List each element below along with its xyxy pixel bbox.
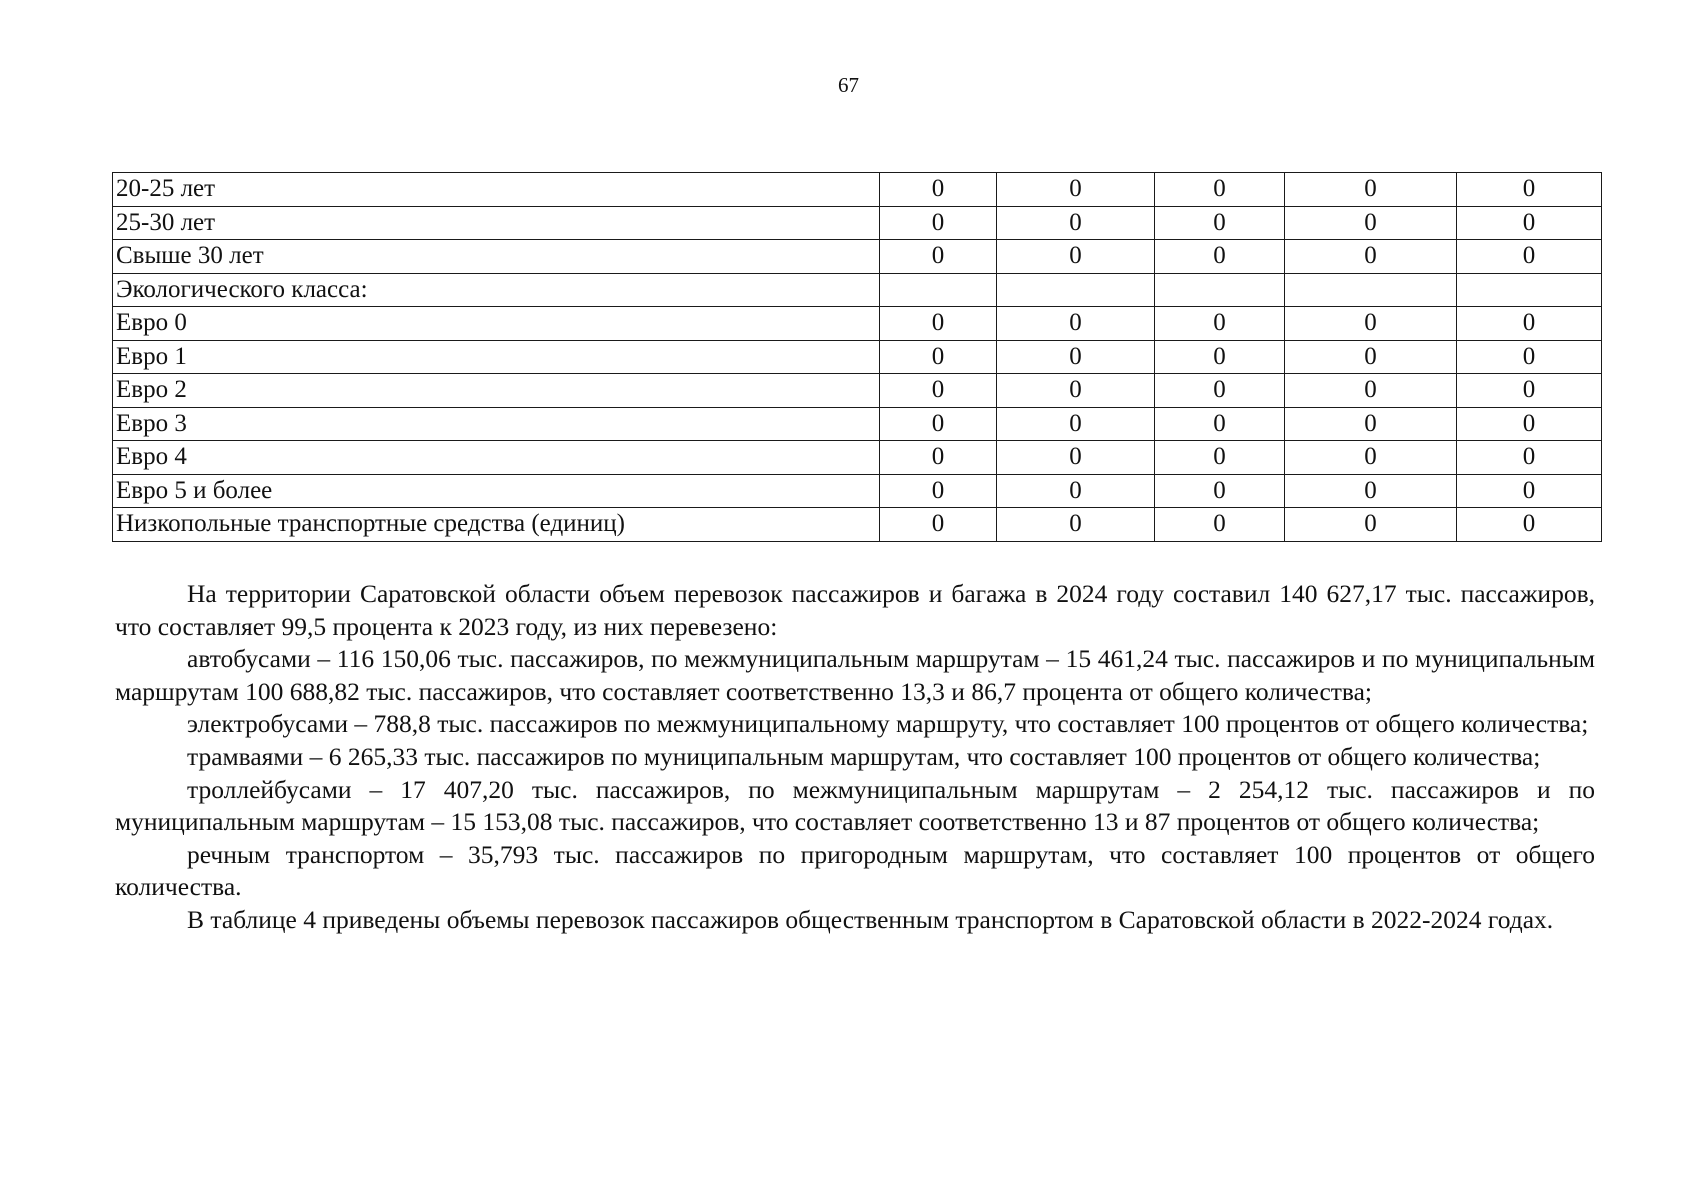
row-label: Экологического класса:: [113, 273, 880, 307]
cell-value: 0: [1457, 307, 1602, 341]
cell-value: 0: [880, 173, 997, 207]
cell-value: 0: [880, 508, 997, 542]
table-row: [113, 206, 1602, 240]
row-label: 20-25 лет: [113, 173, 880, 207]
cell-value: 0: [1285, 441, 1457, 475]
table-row: [113, 374, 1602, 408]
cell-value: 0: [880, 206, 997, 240]
paragraph: троллейбусами – 17 407,20 тыс. пассажиров, по межмуниципальным маршрутам – 2 254,12 тыс. пассажиров и по муниципальным маршрутам – 15 153,08 тыс. пассажиров, что составляет соответственно 13 и 87 процентов от общего количества;: [115, 774, 1595, 837]
cell-value: 0: [1155, 340, 1285, 374]
cell-value: 0: [997, 407, 1155, 441]
cell-value: 0: [1155, 474, 1285, 508]
table-body: [113, 173, 1602, 542]
cell-value: 0: [1155, 407, 1285, 441]
cell-value: 0: [1285, 340, 1457, 374]
data-table: [112, 172, 1602, 542]
cell-value: 0: [880, 374, 997, 408]
cell-value: [1285, 273, 1457, 307]
paragraph: электробусами – 788,8 тыс. пассажиров по межмуниципальному маршруту, что составляет 100 процентов от общего количества;: [187, 709, 1589, 739]
cell-value: 0: [1155, 374, 1285, 408]
cell-value: 0: [1285, 240, 1457, 274]
paragraph: речным транспортом – 35,793 тыс. пассажиров по пригородным маршрутам, что составляет 100 процентов от общего количества.: [115, 839, 1595, 902]
paragraph: автобусами – 116 150,06 тыс. пассажиров, по межмуниципальным маршрутам – 15 461,24 тыс. пассажиров и по муниципальным маршрутам 100 688,82 тыс. пассажиров, что составляет соответственно 13,3 и 86,7 процента от общего количества;: [115, 644, 1595, 706]
row-label: Евро 0: [113, 307, 880, 341]
cell-value: 0: [880, 340, 997, 374]
table-row: [113, 307, 1602, 341]
cell-value: 0: [997, 441, 1155, 475]
row-label: Евро 1: [113, 340, 880, 374]
cell-value: [1155, 273, 1285, 307]
cell-value: 0: [880, 441, 997, 475]
table-row: [113, 340, 1602, 374]
cell-value: [997, 273, 1155, 307]
cell-value: 0: [1457, 407, 1602, 441]
cell-value: 0: [1457, 240, 1602, 274]
cell-value: [1457, 273, 1602, 307]
cell-value: 0: [997, 206, 1155, 240]
row-label: Евро 3: [113, 407, 880, 441]
body-text: [115, 578, 1595, 937]
table-row: [113, 441, 1602, 475]
table-row: [113, 508, 1602, 542]
cell-value: 0: [997, 307, 1155, 341]
cell-value: 0: [1457, 441, 1602, 475]
cell-value: 0: [1155, 240, 1285, 274]
cell-value: 0: [1285, 206, 1457, 240]
cell-value: 0: [1457, 508, 1602, 542]
cell-value: 0: [1155, 307, 1285, 341]
cell-value: 0: [1285, 173, 1457, 207]
row-label: 25-30 лет: [113, 206, 880, 240]
paragraph: трамваями – 6 265,33 тыс. пассажиров по муниципальным маршрутам, что составляет 100 процентов от общего количества;: [187, 741, 1541, 771]
cell-value: 0: [997, 173, 1155, 207]
cell-value: 0: [1155, 173, 1285, 207]
cell-value: 0: [997, 474, 1155, 508]
cell-value: 0: [1285, 508, 1457, 542]
row-label: Низкопольные транспортные средства (единиц): [113, 508, 880, 542]
cell-value: 0: [997, 374, 1155, 408]
cell-value: 0: [1285, 407, 1457, 441]
table-row: [113, 474, 1602, 508]
cell-value: 0: [880, 240, 997, 274]
cell-value: 0: [997, 340, 1155, 374]
table-row: [113, 273, 1602, 307]
cell-value: 0: [1155, 441, 1285, 475]
table-row: [113, 407, 1602, 441]
row-label: Свыше 30 лет: [113, 240, 880, 274]
cell-value: 0: [880, 407, 997, 441]
table-row: [113, 173, 1602, 207]
cell-value: 0: [997, 240, 1155, 274]
cell-value: 0: [1155, 508, 1285, 542]
paragraph: В таблице 4 приведены объемы перевозок пассажиров общественным транспортом в Саратовской области в 2022-2024 годах.: [187, 904, 1554, 934]
cell-value: 0: [1285, 374, 1457, 408]
page-number: 67: [838, 73, 859, 97]
row-label: Евро 5 и более: [113, 474, 880, 508]
cell-value: 0: [880, 307, 997, 341]
cell-value: 0: [997, 508, 1155, 542]
cell-value: 0: [1457, 206, 1602, 240]
cell-value: 0: [1457, 474, 1602, 508]
cell-value: [880, 273, 997, 307]
cell-value: 0: [1457, 340, 1602, 374]
cell-value: 0: [1457, 374, 1602, 408]
row-label: Евро 4: [113, 441, 880, 475]
paragraph: На территории Саратовской области объем перевозок пассажиров и багажа в 2024 году составил 140 627,17 тыс. пассажиров, что составляет 99,5 процента к 2023 году, из них перевезено:: [115, 579, 1595, 641]
cell-value: 0: [1285, 307, 1457, 341]
cell-value: 0: [880, 474, 997, 508]
cell-value: 0: [1155, 206, 1285, 240]
table-row: [113, 240, 1602, 274]
row-label: Евро 2: [113, 374, 880, 408]
cell-value: 0: [1285, 474, 1457, 508]
cell-value: 0: [1457, 173, 1602, 207]
